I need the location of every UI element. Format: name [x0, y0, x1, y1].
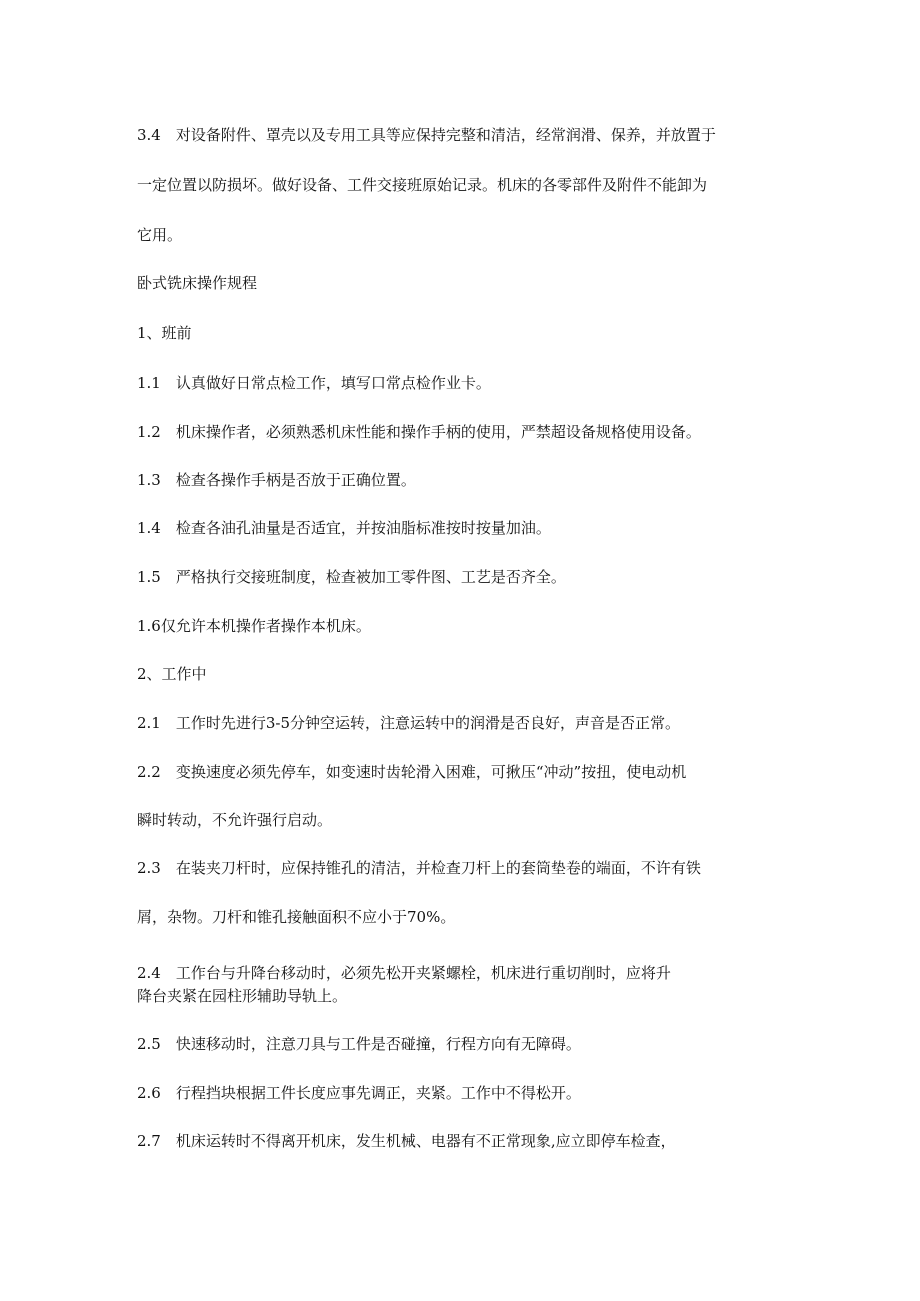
section-heading: 卧式铣床操作规程	[137, 274, 258, 292]
text-line: 1.6仅允许本机操作者操作本机床。	[137, 617, 371, 635]
text-line: 一定位置以防损坏。做好设备、工件交接班原始记录。机床的各零部件及附件不能卸为	[137, 176, 708, 194]
text-line: 1.4 检查各油孔油量是否适宜，并按油脂标准按时按量加油。	[137, 519, 551, 537]
text-line: 2.7 机床运转时不得离开机床，发生机械、电器有不正常现象,应立即停车检查，	[137, 1132, 676, 1150]
text-line: 2.2 变换速度必须先停车，如变速时齿轮滑入困难，可揪压“冲动”按扭，使电动机	[137, 763, 687, 781]
text-line: 瞬时转动，不允许强行启动。	[137, 811, 333, 829]
text-line: 1.1 认真做好日常点检工作，填写口常点检作业卡。	[137, 374, 491, 392]
text-line: 1.5 严格执行交接班制度，检查被加工零件图、工艺是否齐全。	[137, 568, 566, 586]
text-line: 降台夹紧在园柱形辅助导轨上。	[137, 987, 348, 1005]
text-line: 2.1 工作时先进行3-5分钟空运转，注意运转中的润滑是否良好，声音是否正常。	[137, 714, 681, 732]
text-line: 1.3 检查各操作手柄是否放于正确位置。	[137, 471, 416, 489]
text-line: 它用。	[137, 226, 183, 244]
text-line: 2.4 工作台与升降台移动时，必须先松开夹紧螺栓，机床进行重切削时，应将升	[137, 964, 671, 982]
text-line: 1.2 机床操作者，必须熟悉机床性能和操作手柄的使用，严禁超设备规格使用设备。	[137, 423, 701, 441]
subsection-heading: 2、工作中	[137, 665, 207, 683]
text-line: 3.4 对设备附件、罩壳以及专用工具等应保持完整和清洁，经常润滑、保养，并放置于	[137, 126, 716, 144]
subsection-heading: 1、班前	[137, 324, 192, 342]
text-line: 2.6 行程挡块根据工件长度应事先调正，夹紧。工作中不得松开。	[137, 1084, 581, 1102]
text-line: 2.5 快速移动时，注意刀具与工件是否碰撞，行程方向有无障碍。	[137, 1035, 581, 1053]
text-line: 屑，杂物。刀杆和锥孔接触面积不应小于70%。	[137, 908, 456, 926]
text-line: 2.3 在装夹刀杆时，应保持锥孔的清洁，并检查刀杆上的套筒垫卷的端面，不许有铁	[137, 859, 701, 877]
